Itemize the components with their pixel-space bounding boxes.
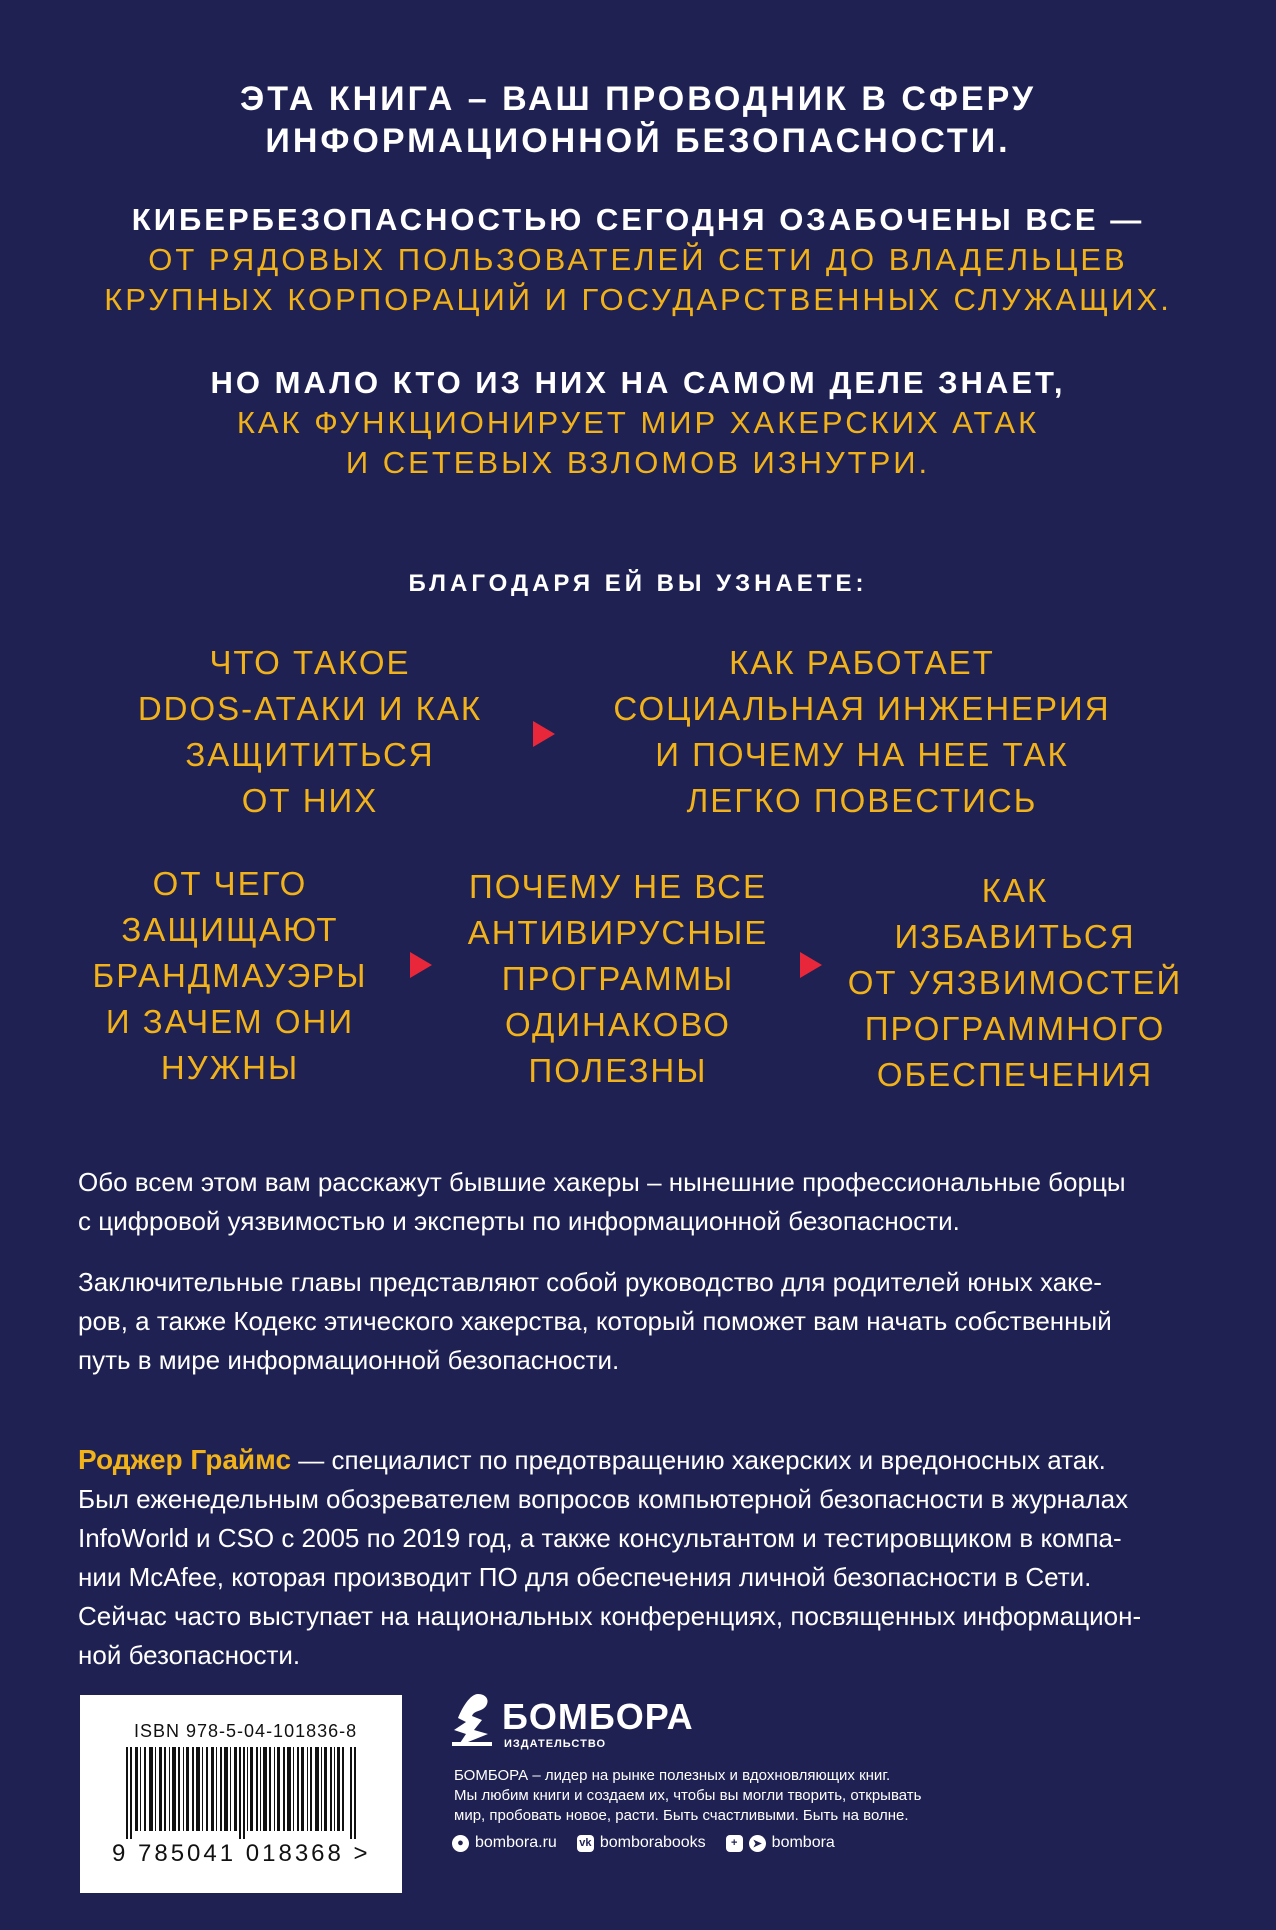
globe-icon: ● [452, 1835, 469, 1852]
feature-firewall-line: НУЖНЫ [160, 1049, 300, 1086]
description-line: с цифровой уязвимостью и эксперты по информационной безопасности. [78, 1206, 960, 1236]
feature-antivirus-line: АНТИВИРУСНЫЕ [467, 914, 769, 951]
feature-ddos-line: DDOS-АТАКИ И КАК [137, 690, 483, 727]
telegram-icon: ➤ [749, 1835, 766, 1852]
knowledge-line3: И СЕТЕВЫХ ВЗЛОМОВ ИЗНУТРИ. [345, 445, 931, 480]
social-links [452, 1834, 835, 1852]
feature-vuln-line: ОБЕСПЕЧЕНИЯ [876, 1056, 1154, 1093]
vk-link[interactable] [577, 1834, 706, 1852]
learn-label: БЛАГОДАРЯ ЕЙ ВЫ УЗНАЕТЕ: [408, 570, 868, 597]
chapters-line: Заключительные главы представляют собой руководство для родителей юных хаке- [78, 1267, 1102, 1297]
author-line: Сейчас часто выступает на национальных конференциях, посвященных информацион- [78, 1601, 1142, 1631]
feature-social-line: И ПОЧЕМУ НА НЕЕ ТАК [655, 736, 1069, 773]
headline [0, 78, 1276, 162]
publisher-blurb-line: Мы любим книги и создаем их, чтобы вы могли творить, открывать [454, 1787, 922, 1804]
intro-block [0, 200, 1276, 320]
telegram-link[interactable] [726, 1834, 835, 1852]
feature-social-engineering [582, 640, 1142, 824]
vk-icon: vk [577, 1835, 594, 1852]
barcode-icon [126, 1747, 358, 1839]
feature-firewall-line: ОТ ЧЕГО [152, 865, 308, 902]
site-link[interactable] [452, 1834, 557, 1852]
feature-antivirus [448, 864, 788, 1094]
feature-vuln-line: ОТ УЯЗВИМОСТЕЙ [847, 964, 1183, 1001]
feature-ddos-line: ОТ НИХ [241, 782, 379, 819]
feature-ddos-line: ЧТО ТАКОЕ [209, 644, 411, 681]
arrow-icon [533, 721, 555, 747]
feature-firewall [70, 861, 390, 1091]
knowledge-block [0, 363, 1276, 483]
feature-antivirus-line: ОДИНАКОВО [505, 1006, 731, 1043]
isbn-number: ISBN 978-5-04-101836-8 [134, 1721, 358, 1741]
intro-line2: ОТ РЯДОВЫХ ПОЛЬЗОВАТЕЛЕЙ СЕТИ ДО ВЛАДЕЛЬЦЕВ [148, 242, 1128, 277]
barcode-box [80, 1695, 402, 1893]
description-line: Обо всем этом вам расскажут бывшие хакеры – нынешние профессиональные борцы [78, 1167, 1126, 1197]
author-role: — специалист по предотвращению хакерских и вредоносных атак. [291, 1445, 1106, 1475]
feature-antivirus-line: ПОЧЕМУ НЕ ВСЕ [468, 868, 768, 905]
arrow-icon [800, 952, 822, 978]
feature-vuln-line: КАК [981, 872, 1049, 909]
feature-antivirus-line: ПРОГРАММЫ [501, 960, 735, 997]
publisher-blurb [454, 1766, 1014, 1826]
description-paragraph [78, 1163, 1198, 1241]
headline-line2: ИНФОРМАЦИОННОЙ БЕЗОПАСНОСТИ. [265, 122, 1011, 160]
bombora-logo-icon [448, 1690, 498, 1750]
feature-ddos [110, 640, 510, 824]
feature-vulnerabilities [840, 868, 1190, 1098]
feature-social-line: ЛЕГКО ПОВЕСТИСЬ [686, 782, 1038, 819]
chapters-line: ров, а также Кодекс этического хакерства, который поможет вам начать собственный [78, 1306, 1112, 1336]
chapters-line: путь в мире информационной безопасности. [78, 1345, 620, 1375]
publisher-blurb-line: БОМБОРА – лидер на рынке полезных и вдохновляющих книг. [454, 1767, 891, 1784]
site-label: bombora.ru [475, 1834, 557, 1851]
feature-social-line: СОЦИАЛЬНАЯ ИНЖЕНЕРИЯ [613, 690, 1111, 727]
arrow-icon [410, 952, 432, 978]
telegram-label: bombora [771, 1834, 835, 1851]
feature-social-line: КАК РАБОТАЕТ [729, 644, 995, 681]
author-name: Роджер Граймс [78, 1444, 292, 1475]
author-line: ной безопасности. [78, 1640, 301, 1670]
chapters-paragraph [78, 1263, 1198, 1380]
headline-line1: ЭТА КНИГА – ВАШ ПРОВОДНИК В СФЕРУ [240, 80, 1036, 118]
knowledge-line2: КАК ФУНКЦИОНИРУЕТ МИР ХАКЕРСКИХ АТАК [236, 405, 1040, 440]
author-bio [78, 1440, 1198, 1675]
feature-firewall-line: БРАНДМАУЭРЫ [92, 957, 368, 994]
author-line: InfoWorld и CSO с 2005 по 2019 год, а также консультантом и тестировщиком в компа- [78, 1523, 1122, 1553]
feature-firewall-line: И ЗАЧЕМ ОНИ [105, 1003, 355, 1040]
vk-label: bomborabooks [599, 1834, 706, 1851]
author-line [78, 1440, 1198, 1480]
author-line: Был еженедельным обозревателем вопросов компьютерной безопасности в журналах [78, 1484, 1129, 1514]
feature-vuln-line: ИЗБАВИТЬСЯ [894, 918, 1136, 955]
intro-line1: КИБЕРБЕЗОПАСНОСТЬЮ СЕГОДНЯ ОЗАБОЧЕНЫ ВСЕ — [131, 202, 1145, 237]
feature-vuln-line: ПРОГРАММНОГО [864, 1010, 1166, 1047]
plus-icon: + [726, 1835, 743, 1852]
knowledge-line1: НО МАЛО КТО ИЗ НИХ НА САМОМ ДЕЛЕ ЗНАЕТ, [210, 365, 1066, 400]
barcode-digits: 9 785041 018368 > [112, 1840, 371, 1867]
feature-ddos-line: ЗАЩИТИТЬСЯ [185, 736, 435, 773]
publisher-subtitle: ИЗДАТЕЛЬСТВО [504, 1738, 607, 1750]
feature-firewall-line: ЗАЩИЩАЮТ [121, 911, 339, 948]
publisher-blurb-line: мир, пробовать новое, расти. Быть счастливыми. Быть на волне. [454, 1807, 909, 1824]
intro-line3: КРУПНЫХ КОРПОРАЦИЙ И ГОСУДАРСТВЕННЫХ СЛУЖАЩИХ. [104, 282, 1172, 317]
author-line: нии McAfee, которая производит ПО для обеспечения личной безопасности в Сети. [78, 1562, 1092, 1592]
publisher-name: БОМБОРА [502, 1696, 694, 1737]
feature-antivirus-line: ПОЛЕЗНЫ [528, 1052, 708, 1089]
